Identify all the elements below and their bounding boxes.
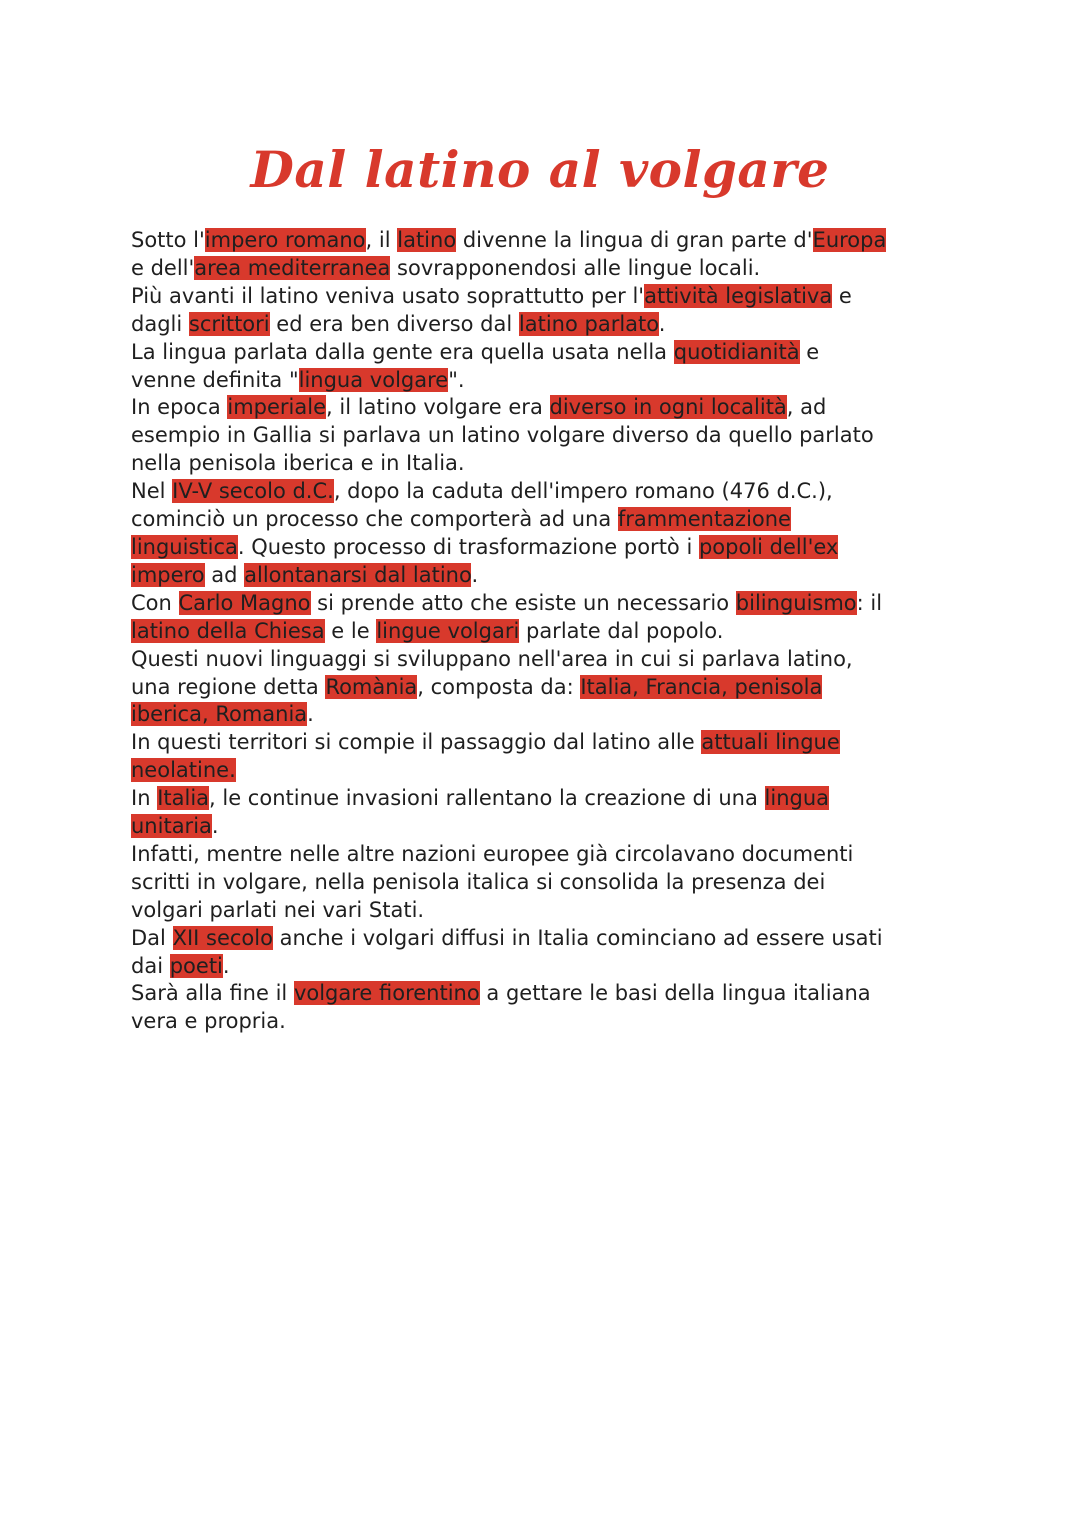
highlighted-term: Carlo Magno bbox=[178, 590, 311, 615]
highlighted-term: iberica, Romania bbox=[131, 702, 308, 727]
text-segment: . Questo processo di trasformazione portò i bbox=[237, 534, 699, 559]
text-line bbox=[131, 674, 961, 702]
text-line bbox=[131, 869, 961, 897]
text-line bbox=[131, 562, 961, 590]
text-segment: Infatti, mentre nelle altre nazioni europee già circolavano documenti bbox=[131, 841, 854, 866]
highlighted-term: XII secolo bbox=[172, 925, 273, 950]
highlighted-term: scrittori bbox=[188, 311, 270, 336]
text-line bbox=[131, 450, 961, 478]
text-segment: nella penisola iberica e in Italia. bbox=[131, 451, 465, 476]
text-line bbox=[131, 1008, 961, 1036]
highlighted-term: area mediterranea bbox=[194, 255, 391, 280]
text-segment: Nel bbox=[131, 479, 173, 504]
text-segment: e le bbox=[324, 618, 377, 643]
highlighted-term: quotidianità bbox=[673, 339, 800, 364]
text-line bbox=[131, 506, 961, 534]
page-title: Dal latino al volgare bbox=[250, 140, 830, 199]
highlighted-term: diverso in ogni località bbox=[549, 395, 787, 420]
highlighted-term: latino della Chiesa bbox=[131, 618, 325, 643]
text-segment: In bbox=[131, 786, 158, 811]
text-line bbox=[131, 729, 961, 757]
text-segment: dagli bbox=[131, 311, 189, 336]
text-line bbox=[131, 646, 961, 674]
text-segment: Sarà alla fine il bbox=[131, 981, 294, 1006]
highlighted-term: latino bbox=[397, 228, 457, 252]
text-line bbox=[131, 813, 961, 841]
text-segment: La lingua parlata dalla gente era quella usata nella bbox=[131, 339, 674, 364]
highlighted-term: Italia bbox=[157, 786, 210, 811]
text-line bbox=[131, 255, 961, 283]
text-segment: In questi territori si compie il passaggio dal latino alle bbox=[131, 730, 702, 755]
text-line bbox=[131, 590, 961, 618]
text-segment: cominciò un processo che comporterà ad una bbox=[131, 507, 618, 532]
text-line bbox=[131, 283, 961, 311]
body-text bbox=[131, 227, 961, 1036]
text-segment: ". bbox=[448, 367, 465, 392]
highlighted-term: popoli dell'ex bbox=[698, 534, 839, 559]
text-line bbox=[131, 394, 961, 422]
text-segment: e bbox=[832, 283, 852, 308]
highlighted-term: IV-V secolo d.C. bbox=[172, 479, 334, 504]
highlighted-term: unitaria bbox=[131, 814, 212, 839]
highlighted-term: linguistica bbox=[131, 534, 238, 559]
highlighted-term: impero romano bbox=[204, 228, 366, 252]
highlighted-term: bilinguismo bbox=[735, 590, 857, 615]
highlighted-term: lingua bbox=[764, 786, 830, 811]
text-line bbox=[131, 701, 961, 729]
highlighted-term: lingue volgari bbox=[376, 618, 520, 643]
text-segment: . bbox=[471, 562, 479, 587]
text-segment: divenne la lingua di gran parte d' bbox=[456, 228, 813, 252]
text-line bbox=[131, 422, 961, 450]
text-line bbox=[131, 311, 961, 339]
text-segment: vera e propria. bbox=[131, 1009, 286, 1034]
text-segment: , le continue invasioni rallentano la creazione di una bbox=[209, 786, 765, 811]
text-line bbox=[131, 953, 961, 981]
text-segment: Dal bbox=[131, 925, 173, 950]
text-segment: , dopo la caduta dell'impero romano (476 d.C.), bbox=[333, 479, 833, 504]
text-segment: esempio in Gallia si parlava un latino volgare diverso da quello parlato bbox=[131, 423, 874, 448]
highlighted-term: allontanarsi dal latino bbox=[244, 562, 472, 587]
text-line bbox=[131, 841, 961, 869]
highlighted-term: neolatine. bbox=[131, 758, 236, 783]
text-segment: : il bbox=[856, 590, 883, 615]
text-segment: Sotto l' bbox=[131, 228, 205, 252]
text-segment: ed era ben diverso dal bbox=[269, 311, 519, 336]
text-segment: e dell' bbox=[131, 255, 195, 280]
text-segment: scritti in volgare, nella penisola italica si consolida la presenza dei bbox=[131, 869, 826, 894]
text-segment: Con bbox=[131, 590, 179, 615]
highlighted-term: lingua volgare bbox=[298, 367, 449, 392]
text-segment: ad bbox=[204, 562, 245, 587]
text-line bbox=[131, 785, 961, 813]
highlighted-term: attuali lingue bbox=[701, 730, 840, 755]
text-segment: si prende atto che esiste un necessario bbox=[310, 590, 736, 615]
highlighted-term: latino parlato bbox=[518, 311, 659, 336]
text-segment: , composta da: bbox=[417, 674, 581, 699]
text-line bbox=[131, 757, 961, 785]
text-segment: . bbox=[222, 953, 230, 978]
highlighted-term: frammentazione bbox=[617, 507, 791, 532]
text-line bbox=[131, 227, 961, 255]
text-line bbox=[131, 618, 961, 646]
text-line bbox=[131, 897, 961, 925]
highlighted-term: Romània bbox=[325, 674, 418, 699]
text-line bbox=[131, 925, 961, 953]
text-line bbox=[131, 339, 961, 367]
highlighted-term: Italia, Francia, penisola bbox=[580, 674, 823, 699]
highlighted-term: impero bbox=[131, 562, 205, 587]
text-segment: sovrapponendosi alle lingue locali. bbox=[390, 255, 761, 280]
text-line bbox=[131, 367, 961, 395]
text-segment: . bbox=[211, 814, 219, 839]
text-segment: , ad bbox=[786, 395, 827, 420]
text-segment: a gettare le basi della lingua italiana bbox=[479, 981, 871, 1006]
text-line bbox=[131, 534, 961, 562]
highlighted-term: imperiale bbox=[227, 395, 327, 420]
highlighted-term: poeti bbox=[169, 953, 223, 978]
text-segment: . bbox=[307, 702, 314, 727]
text-segment: In epoca bbox=[131, 395, 228, 420]
highlighted-term: volgare fiorentino bbox=[293, 981, 480, 1006]
text-line bbox=[131, 478, 961, 506]
text-segment: volgari parlati nei vari Stati. bbox=[131, 897, 425, 922]
text-segment: e bbox=[799, 339, 820, 364]
text-segment: , il bbox=[365, 228, 398, 252]
highlighted-term: attività legislativa bbox=[644, 283, 833, 308]
text-segment: , il latino volgare era bbox=[326, 395, 550, 420]
text-segment: . bbox=[658, 311, 666, 336]
text-segment: Più avanti il latino veniva usato soprattutto per l' bbox=[131, 283, 645, 308]
text-segment: Questi nuovi linguaggi si sviluppano nell'area in cui si parlava latino, bbox=[131, 646, 853, 671]
text-segment: una regione detta bbox=[131, 674, 326, 699]
text-segment: dai bbox=[131, 953, 170, 978]
text-segment: venne definita " bbox=[131, 367, 299, 392]
text-segment: anche i volgari diffusi in Italia cominciano ad essere usati bbox=[272, 925, 883, 950]
text-segment: parlate dal popolo. bbox=[519, 618, 724, 643]
highlighted-term: Europa bbox=[812, 228, 887, 252]
text-line bbox=[131, 980, 961, 1008]
